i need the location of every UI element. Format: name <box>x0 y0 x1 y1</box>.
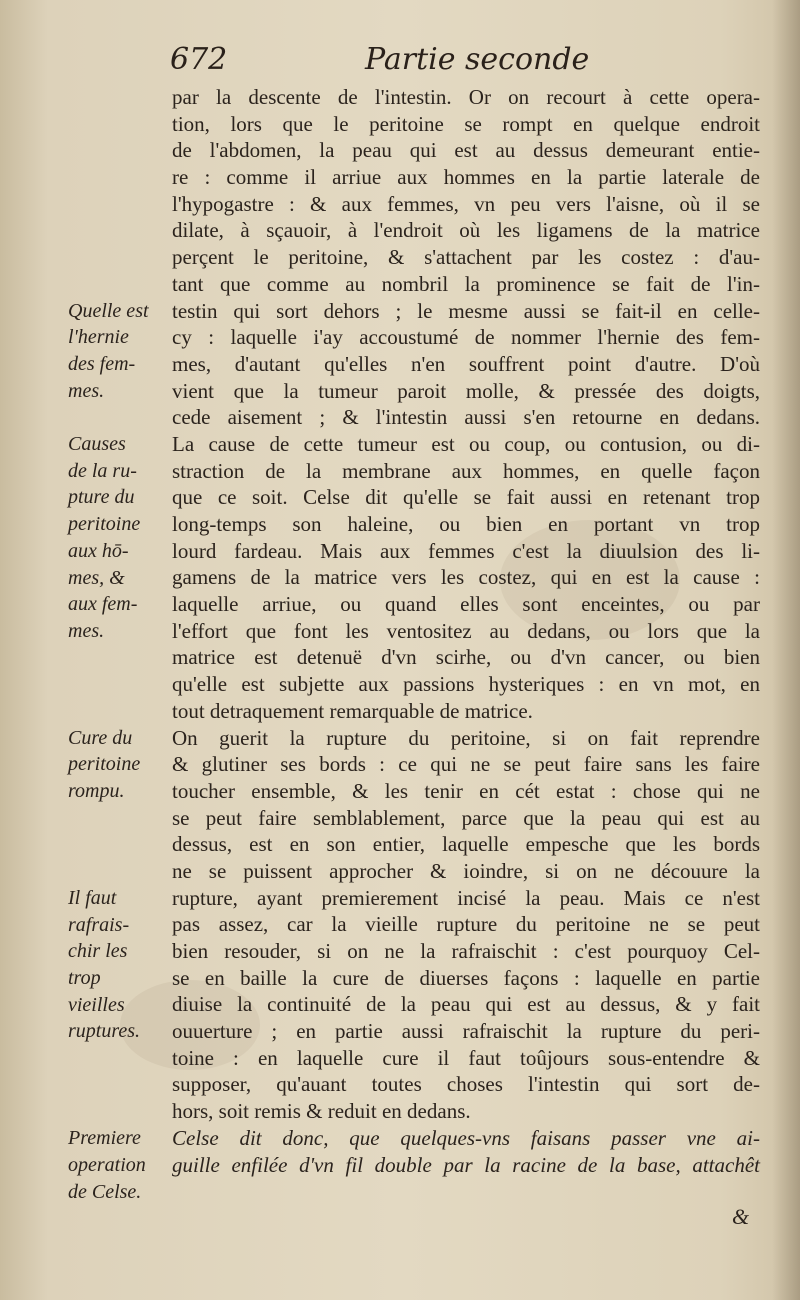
text-line: par la descente de l'intestin. Or on recourt à cette opera- <box>172 85 760 109</box>
text-line: tion, lors que le peritoine se rompt en quelque endroit <box>172 111 760 136</box>
margin-note-line: Quelle est <box>68 299 149 322</box>
margin-note <box>68 885 170 1045</box>
page-gutter-shadow <box>772 0 800 1300</box>
text-line: hors, soit remis & reduit en dedans. <box>172 1099 471 1124</box>
margin-note-line: Causes <box>68 433 126 456</box>
margin-note <box>68 1125 170 1205</box>
text-line: qu'elle est subjette aux passions hysteriques : en vn mot, en <box>172 672 760 697</box>
text-line: de l'abdomen, la peau qui est au dessus demeurant entie- <box>172 138 760 163</box>
text-line: supposer, qu'auant toutes choses l'intestin qui sort de- <box>172 1072 760 1097</box>
margin-note-line: aux fem- <box>68 593 138 616</box>
text-line: & glutiner ses bords : ce qui ne se peut faire sans les faire <box>172 752 760 777</box>
text-line: toine : en laquelle cure il faut toûjours sous-entendre & <box>172 1045 760 1070</box>
text-line: La cause de cette tumeur est ou coup, ou contusion, ou di- <box>172 431 760 456</box>
text-line: mes, d'autant qu'elles n'en souffrent point d'autre. D'où <box>172 351 760 376</box>
margin-note <box>68 298 170 405</box>
text-line: gamens de la matrice vers les costez, qui en est la cause : <box>172 565 760 590</box>
page-header <box>0 42 800 86</box>
text-line: pas assez, car la vieille rupture du peritoine ne se peut <box>172 912 760 937</box>
main-text-block <box>172 84 760 1178</box>
text-line: se peut faire semblablement, parce que la peau qui est au <box>172 805 760 830</box>
running-head: Partie seconde <box>365 42 590 77</box>
text-line: diuise la continuité de la peau qui est au dessus, & y fait <box>172 992 760 1017</box>
margin-note-line: rompu. <box>68 780 125 803</box>
margin-note-line: mes. <box>68 379 105 402</box>
margin-note-line: de Celse. <box>68 1180 142 1203</box>
catchword: & <box>732 1204 750 1229</box>
text-line: ouuerture ; en partie aussi rafraischit la rupture du peri- <box>172 1019 760 1044</box>
margin-note-line: Il faut <box>68 887 117 909</box>
margin-note-line: peritoine <box>68 753 141 776</box>
margin-note-line: de la ru- <box>68 459 137 482</box>
text-line: On guerit la rupture du peritoine, si on fait reprendre <box>172 725 760 750</box>
margin-note-line: trop <box>68 967 101 990</box>
text-line: perçent le peritoine, & s'attachent par les costez : d'au- <box>172 245 760 270</box>
text-line: lourd fardeau. Mais aux femmes c'est la diuulsion des li- <box>172 538 760 563</box>
margin-note-line: aux hō- <box>68 539 129 562</box>
margin-note-line: vieilles <box>68 993 125 1016</box>
margin-note-line: Premiere <box>68 1127 141 1150</box>
text-line: cede aisement ; & l'intestin aussi s'en retourne en dedans. <box>172 405 760 430</box>
text-line: straction de la membrane aux hommes, en quelle façon <box>172 458 760 483</box>
margin-note-line: Cure du <box>68 726 133 749</box>
text-line: tout detraquement remarquable de matrice. <box>172 698 533 723</box>
text-line: se en baille la cure de diuerses façons : laquelle en partie <box>172 965 760 990</box>
margin-note-line: operation <box>68 1153 146 1176</box>
text-line: dilate, à sçauoir, à l'endroit où les ligamens de la matrice <box>172 218 760 243</box>
text-line: toucher ensemble, & les tenir en cét estat : chose qui ne <box>172 778 760 803</box>
text-line: tant que comme au nombril la prominence se fait de l'in- <box>172 271 760 296</box>
text-line: cy : laquelle i'ay accoustumé de nommer l'hernie des fem- <box>172 325 760 350</box>
text-line: Celse dit donc, que quelques-vns faisans passer vne ai- <box>172 1125 760 1150</box>
text-line: que ce soit. Celse dit qu'elle se fait aussi en retenant trop <box>172 485 760 510</box>
text-line: bien resouder, si on ne la rafraischit : c'est pourquoy Cel- <box>172 939 760 963</box>
margin-note-line: mes, & <box>68 566 125 589</box>
margin-note-line: rafrais- <box>68 913 130 936</box>
text-line: long-temps son haleine, ou bien en portant vn trop <box>172 512 760 536</box>
text-line: vient que la tumeur paroit molle, & pressée des doigts, <box>172 378 760 403</box>
text-line: dessus, est en son entier, laquelle empesche que les bords <box>172 832 760 857</box>
text-line: ne se puissent approcher & ioindre, si on ne découure la <box>172 858 760 883</box>
text-line: matrice est detenuë d'vn scirhe, ou d'vn cancer, ou bien <box>172 645 760 670</box>
text-line: testin qui sort dehors ; le mesme aussi se fait-il en celle- <box>172 298 760 323</box>
text-line: l'effort que font les ventositez au dedans, ou lors que la <box>172 618 760 643</box>
text-line: re : comme il arriue aux hommes en la partie laterale de <box>172 165 760 190</box>
margin-note-line: pture du <box>68 486 135 509</box>
text-line: rupture, ayant premierement incisé la peau. Mais ce n'est <box>172 885 760 910</box>
margin-note <box>68 725 170 805</box>
margin-note-line: chir les <box>68 940 128 963</box>
margin-note-line: peritoine <box>68 513 141 536</box>
text-line: l'hypogastre : & aux femmes, vn peu vers l'aisne, où il se <box>172 191 760 216</box>
margin-note-line: mes. <box>68 619 105 642</box>
text-line: guille enfilée d'vn fil double par la racine de la base, attachêt <box>172 1152 760 1177</box>
page-number: 672 <box>170 42 228 77</box>
margin-note-line: l'hernie <box>68 326 129 349</box>
margin-note <box>68 431 170 645</box>
margin-note-line: des fem- <box>68 352 136 375</box>
margin-note-line: ruptures. <box>68 1020 141 1043</box>
text-line: laquelle arriue, ou quand elles sont enceintes, ou par <box>172 592 760 617</box>
